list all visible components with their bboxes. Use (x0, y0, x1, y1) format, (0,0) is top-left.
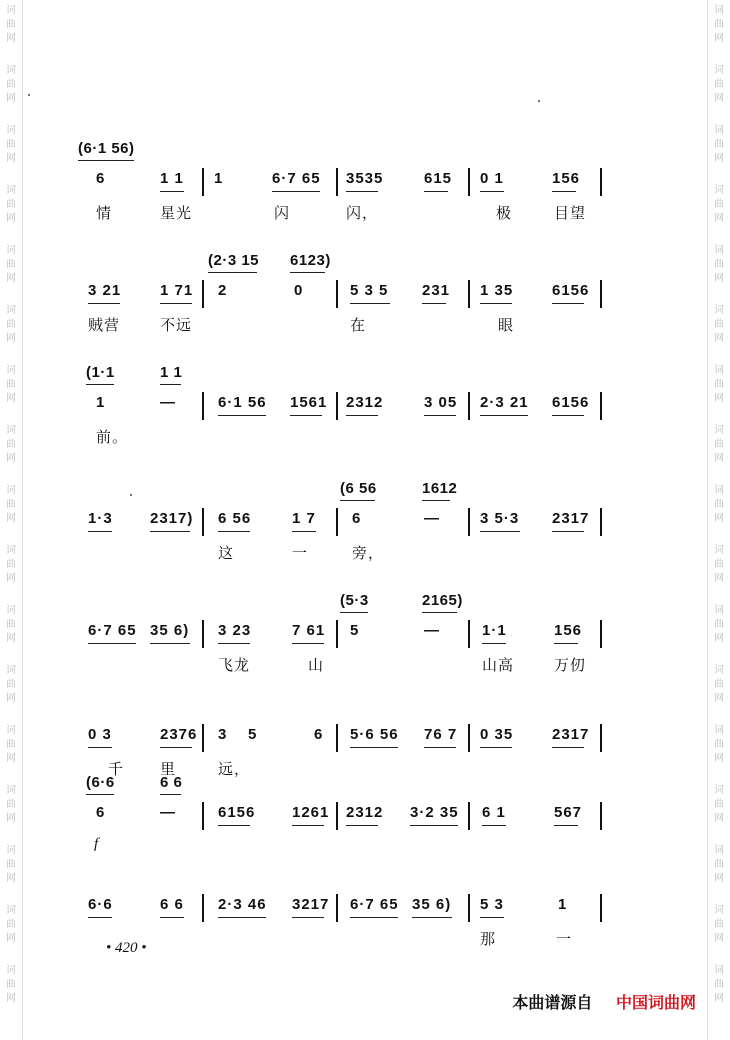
note-group: 6·1 56 (218, 394, 267, 411)
note-group: 2317 (552, 726, 590, 743)
lyric-text: 眼 (498, 317, 515, 334)
note-group: 1 71 (160, 282, 194, 299)
beam-underline (480, 747, 512, 748)
beam-underline (552, 415, 584, 416)
lyric-text: 星光 (160, 205, 193, 222)
beam-underline (412, 917, 452, 918)
note-group: 2·3 21 (480, 394, 529, 411)
watermark-text: 词 曲 网 (714, 5, 724, 44)
note-group: 2312 (346, 394, 384, 411)
dynamic-marking: f (94, 836, 100, 852)
note-group: 1 (96, 394, 106, 411)
bar-line (336, 280, 338, 308)
beam-underline (480, 917, 504, 918)
watermark-text: 词 曲 网 (6, 605, 16, 644)
prelude-notes: 2165) (422, 592, 463, 609)
note-group: 6·6 (88, 896, 113, 913)
beam-underline (292, 825, 324, 826)
lyric-text: 一 (556, 931, 573, 948)
note-group: 35 6) (150, 622, 190, 639)
note-group: 1561 (290, 394, 328, 411)
beam-underline (346, 191, 378, 192)
bar-line (202, 392, 204, 420)
beam-underline (552, 191, 576, 192)
beam-underline (554, 643, 578, 644)
watermark-text: 词 曲 网 (6, 185, 16, 224)
bar-line (468, 508, 470, 536)
lyric-text: 情 (96, 205, 113, 222)
note-group: 1261 (292, 804, 330, 821)
note-group: 6156 (552, 282, 590, 299)
beam-underline (160, 191, 184, 192)
beam-underline (218, 825, 250, 826)
footer-attribution (512, 990, 696, 1013)
bar-line (600, 620, 602, 648)
bar-line (202, 620, 204, 648)
note-group: 231 (422, 282, 451, 299)
note-group: 3 5·3 (480, 510, 520, 527)
beam-underline (552, 531, 584, 532)
note-group: 6 (352, 510, 362, 527)
prelude-notes: (6·6 (86, 774, 115, 791)
note-group: 0 (294, 282, 304, 299)
note-group: 156 (552, 170, 581, 187)
note-group: 6 6 (160, 896, 184, 913)
note-group: 6 (96, 170, 106, 187)
bar-line (336, 620, 338, 648)
note-group: 3535 (346, 170, 384, 187)
note-group: 35 6) (412, 896, 452, 913)
stray-dot (28, 94, 30, 96)
watermark-text: 词 曲 网 (714, 485, 724, 524)
watermark-text: 词 曲 网 (714, 185, 724, 224)
beam-underline (88, 917, 112, 918)
note-group: 5 3 5 (350, 282, 389, 299)
lyric-text: 这 (218, 545, 235, 562)
note-group: 6 56 (218, 510, 252, 527)
beam-underline (218, 531, 250, 532)
note-group: 1 (558, 896, 568, 913)
note-group: 7 61 (292, 622, 326, 639)
prelude-underline (290, 272, 325, 273)
beam-underline (150, 531, 190, 532)
prelude-notes: 1 1 (160, 364, 183, 381)
lyric-text: 一 (292, 545, 309, 562)
note-group: 1 35 (480, 282, 514, 299)
beam-underline (422, 303, 446, 304)
footer-source: 本曲谱源自 (512, 993, 593, 1012)
bar-line (202, 280, 204, 308)
note-group: — (424, 622, 440, 639)
note-group: 2317 (552, 510, 590, 527)
beam-underline (350, 917, 398, 918)
beam-underline (482, 825, 506, 826)
watermark-text: 词 曲 网 (6, 785, 16, 824)
watermark-text: 词 曲 网 (6, 725, 16, 764)
beam-underline (218, 917, 266, 918)
beam-underline (218, 643, 250, 644)
note-group: 3·2 35 (410, 804, 459, 821)
note-group: 0 1 (480, 170, 504, 187)
note-group: 5 (248, 726, 258, 743)
lyric-text: 远， (218, 761, 251, 778)
note-group: 6·7 65 (88, 622, 137, 639)
watermark-text: 词 曲 网 (714, 365, 724, 404)
note-group: 2376 (160, 726, 198, 743)
beam-underline (482, 643, 506, 644)
beam-underline (480, 531, 520, 532)
footer-site[interactable]: 中国词曲网 (615, 993, 696, 1012)
lyric-text: 里 (160, 761, 177, 778)
score-system (78, 252, 608, 362)
beam-underline (292, 917, 324, 918)
lyric-text: 闪 (274, 205, 291, 222)
beam-underline (424, 415, 456, 416)
watermark-text: 词 曲 网 (6, 365, 16, 404)
beam-underline (410, 825, 458, 826)
prelude-notes: (2·3 15 (208, 252, 260, 269)
beam-underline (150, 643, 190, 644)
watermark-text: 词 曲 网 (6, 5, 16, 44)
watermark-text: 词 曲 网 (6, 425, 16, 464)
beam-underline (160, 303, 192, 304)
watermark-text: 词 曲 网 (6, 485, 16, 524)
note-group: 0 3 (88, 726, 112, 743)
lyric-text: 万仞 (554, 657, 587, 674)
bar-line (468, 724, 470, 752)
lyric-text: 不远 (160, 317, 193, 334)
bar-line (600, 392, 602, 420)
watermark-text: 词 曲 网 (714, 905, 724, 944)
bar-line (336, 802, 338, 830)
bar-line (468, 802, 470, 830)
left-watermark-strip (0, 0, 23, 1040)
note-group: 1·3 (88, 510, 113, 527)
watermark-text: 词 曲 网 (714, 545, 724, 584)
bar-line (600, 508, 602, 536)
prelude-notes: (1·1 (86, 364, 115, 381)
score-system (78, 364, 608, 474)
prelude-underline (86, 384, 114, 385)
watermark-text: 词 曲 网 (714, 965, 724, 1004)
bar-line (468, 168, 470, 196)
right-watermark-strip (707, 0, 730, 1040)
lyric-text: 在 (350, 317, 367, 334)
bar-line (600, 802, 602, 830)
bar-line (600, 280, 602, 308)
beam-underline (160, 917, 184, 918)
note-group: 2312 (346, 804, 384, 821)
bar-line (336, 508, 338, 536)
bar-line (468, 280, 470, 308)
lyric-text: 前。 (96, 429, 129, 446)
stray-dot (130, 494, 132, 496)
prelude-notes: 6123) (290, 252, 331, 269)
beam-underline (350, 303, 390, 304)
beam-underline (346, 825, 378, 826)
page-number: • 420 • (106, 940, 147, 956)
lyric-text: 山高 (482, 657, 515, 674)
watermark-text: 词 曲 网 (714, 605, 724, 644)
beam-underline (424, 191, 448, 192)
watermark-text: 词 曲 网 (6, 965, 16, 1004)
beam-underline (218, 415, 266, 416)
note-group: 2317) (150, 510, 194, 527)
note-group: 156 (554, 622, 583, 639)
beam-underline (424, 747, 456, 748)
lyric-text: 目望 (554, 205, 587, 222)
note-group: 1 7 (292, 510, 316, 527)
note-group: 3 (218, 726, 228, 743)
lyric-text: 闪， (346, 205, 379, 222)
beam-underline (480, 303, 512, 304)
prelude-underline (86, 794, 114, 795)
watermark-text: 词 曲 网 (714, 725, 724, 764)
note-group: 3 05 (424, 394, 458, 411)
bar-line (468, 894, 470, 922)
note-group: 3 21 (88, 282, 122, 299)
beam-underline (552, 303, 584, 304)
lyric-text: 旁， (352, 545, 385, 562)
bar-line (468, 620, 470, 648)
watermark-text: 词 曲 网 (6, 905, 16, 944)
bar-line (202, 802, 204, 830)
lyric-text: 贼营 (88, 317, 121, 334)
note-group: 6 (96, 804, 106, 821)
score-system (78, 592, 608, 702)
watermark-text: 词 曲 网 (714, 425, 724, 464)
prelude-underline (422, 500, 450, 501)
watermark-text: 词 曲 网 (6, 665, 16, 704)
note-group: 567 (554, 804, 583, 821)
watermark-text: 词 曲 网 (714, 785, 724, 824)
note-group: 1 1 (160, 170, 184, 187)
bar-line (336, 392, 338, 420)
watermark-text: 词 曲 网 (714, 125, 724, 164)
note-group: 1 (214, 170, 224, 187)
beam-underline (290, 415, 322, 416)
prelude-notes: 6 6 (160, 774, 183, 791)
prelude-underline (160, 384, 181, 385)
note-group: 0 35 (480, 726, 514, 743)
watermark-text: 词 曲 网 (6, 845, 16, 884)
note-group: 2 (218, 282, 228, 299)
note-group: 6·7 65 (272, 170, 321, 187)
note-group: 5 3 (480, 896, 504, 913)
note-group: 3217 (292, 896, 330, 913)
note-group: — (160, 394, 176, 411)
score-system (78, 866, 608, 976)
note-group: 6156 (552, 394, 590, 411)
note-group: 6 (314, 726, 324, 743)
bar-line (202, 168, 204, 196)
note-group: 6 1 (482, 804, 506, 821)
watermark-text: 词 曲 网 (714, 665, 724, 704)
bar-line (336, 894, 338, 922)
bar-line (202, 894, 204, 922)
watermark-text: 词 曲 网 (714, 845, 724, 884)
prelude-underline (160, 794, 181, 795)
note-group: 3 23 (218, 622, 252, 639)
beam-underline (88, 747, 112, 748)
note-group: 5 (350, 622, 360, 639)
bar-line (202, 508, 204, 536)
note-group: 6156 (218, 804, 256, 821)
beam-underline (292, 531, 316, 532)
prelude-underline (422, 612, 457, 613)
watermark-text: 词 曲 网 (714, 305, 724, 344)
beam-underline (88, 303, 120, 304)
beam-underline (292, 643, 324, 644)
bar-line (600, 894, 602, 922)
prelude-notes: 1612 (422, 480, 458, 497)
score-system (78, 140, 608, 250)
lyric-text: 飞龙 (218, 657, 251, 674)
lyric-text: 那 (480, 931, 497, 948)
note-group: 1·1 (482, 622, 507, 639)
beam-underline (480, 191, 504, 192)
bar-line (600, 168, 602, 196)
watermark-text: 词 曲 网 (6, 245, 16, 284)
note-group: 615 (424, 170, 453, 187)
note-group: 2·3 46 (218, 896, 267, 913)
beam-underline (88, 531, 112, 532)
beam-underline (272, 191, 320, 192)
watermark-text: 词 曲 网 (714, 65, 724, 104)
prelude-underline (340, 500, 375, 501)
beam-underline (160, 747, 192, 748)
beam-underline (552, 747, 584, 748)
beam-underline (480, 415, 528, 416)
bar-line (336, 168, 338, 196)
lyric-text: 千 (108, 761, 125, 778)
lyric-text: 极 (496, 205, 513, 222)
lyric-text: 山 (308, 657, 325, 674)
note-group: 6·7 65 (350, 896, 399, 913)
beam-underline (346, 415, 378, 416)
note-group: 5·6 56 (350, 726, 399, 743)
watermark-text: 词 曲 网 (6, 65, 16, 104)
prelude-underline (208, 272, 257, 273)
stray-dot (538, 100, 540, 102)
bar-line (468, 392, 470, 420)
bar-line (202, 724, 204, 752)
beam-underline (350, 747, 398, 748)
watermark-text: 词 曲 网 (6, 545, 16, 584)
watermark-text: 词 曲 网 (6, 125, 16, 164)
note-group: — (424, 510, 440, 527)
score-system (78, 480, 608, 590)
note-group: 76 7 (424, 726, 458, 743)
watermark-text: 词 曲 网 (6, 305, 16, 344)
beam-underline (88, 643, 136, 644)
prelude-underline (78, 160, 134, 161)
bar-line (600, 724, 602, 752)
watermark-text: 词 曲 网 (714, 245, 724, 284)
prelude-notes: (5·3 (340, 592, 369, 609)
beam-underline (554, 825, 578, 826)
bar-line (336, 724, 338, 752)
note-group: — (160, 804, 176, 821)
prelude-notes: (6·1 56) (78, 140, 135, 157)
prelude-underline (340, 612, 368, 613)
prelude-notes: (6 56 (340, 480, 377, 497)
